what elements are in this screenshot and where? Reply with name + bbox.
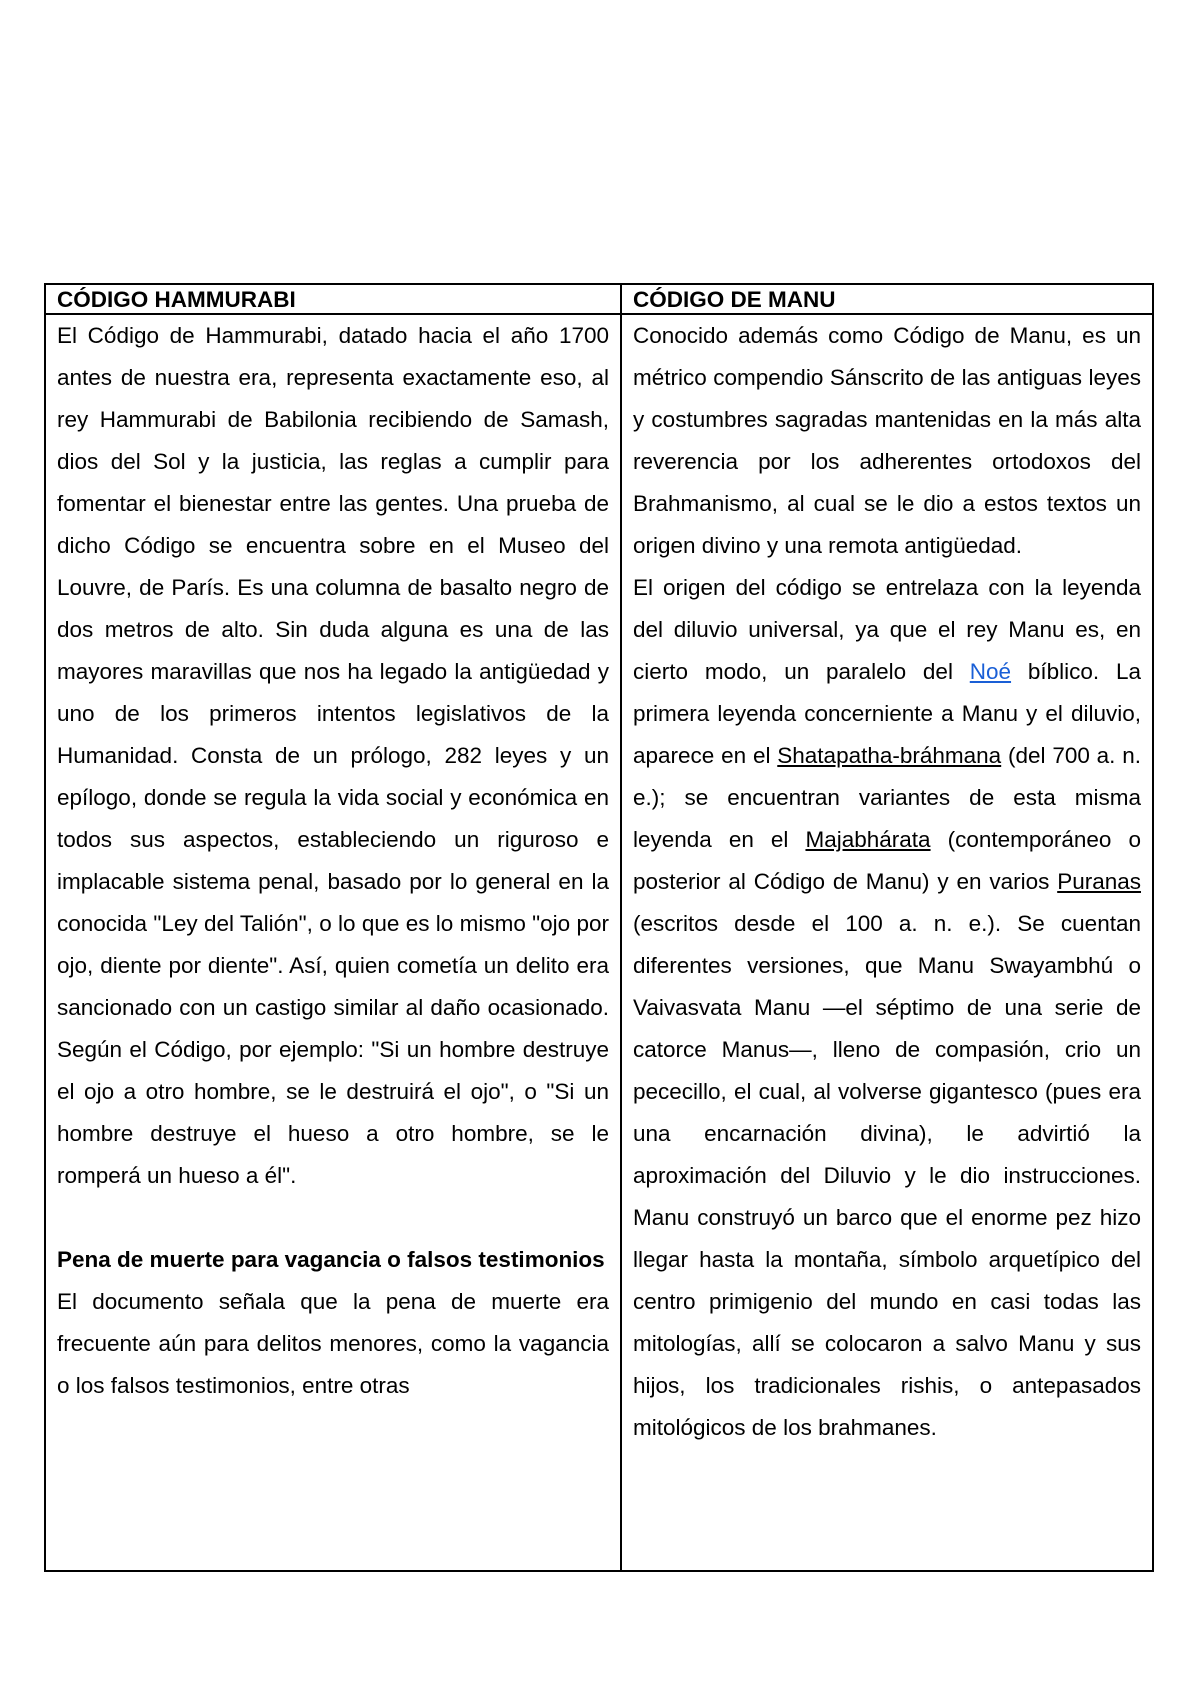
- hammurabi-paragraph-2: El documento señala que la pena de muerte era frecuente aún para delitos menores, como la vagancia o los falsos testimonios, entre otras: [57, 1289, 609, 1398]
- hammurabi-subheading: Pena de muerte para vagancia o falsos testimonios: [57, 1247, 605, 1272]
- manu-text-d: (contemporáneo o posterior al Código de Manu) y en varios: [633, 827, 1141, 894]
- manu-paragraph-1: Conocido además como Código de Manu, es un métrico compendio Sánscrito de las antiguas leyes y costumbres sagradas mantenidas en la más alta reverencia por los adherentes ortodoxos del Brahmanismo, al cual se le dio a estos textos un origen divino y una remota antigüedad.: [633, 323, 1141, 558]
- shatapatha-reference[interactable]: Shatapatha-bráhmana: [777, 743, 1002, 768]
- cell-hammurabi-content: [57, 315, 609, 1570]
- table-header-row: [45, 284, 1153, 314]
- cell-hammurabi: [45, 314, 621, 1571]
- cell-manu: [621, 314, 1153, 1571]
- table-body-row: [45, 314, 1153, 1571]
- manu-text-e: (escritos desde el 100 a. n. e.). Se cuentan diferentes versiones, que Manu Swayambhú o Vaivasvata Manu —el séptimo de una serie de catorce Manus—, lleno de compasión, crio un pececillo, el cual, al volverse gigantesco (pues era una encarnación divina), le advirtió la aproximación del Diluvio y le dio instrucciones. Manu construyó un barco que el enorme pez hizo llegar hasta la montaña, símbolo arquetípico del centro primigenio del mundo en casi todas las mitologías, allí se colocaron a salvo Manu y sus hijos, los tradicionales rishis, o antepasados mitológicos de los brahmanes.: [633, 911, 1141, 1440]
- noe-link[interactable]: Noé: [969, 659, 1012, 684]
- manu-text-a: El origen del código se entrelaza con la leyenda del diluvio universal, ya que el rey Manu es, en cierto modo, un paralelo del: [633, 575, 1141, 684]
- manu-text-c: (del 700 a. n. e.); se encuentran variantes de esta misma leyenda en el: [633, 743, 1141, 852]
- paragraph-spacer: [57, 1197, 609, 1239]
- puranas-reference[interactable]: Puranas: [1057, 869, 1141, 894]
- header-manu: CÓDIGO DE MANU: [621, 284, 1153, 314]
- manu-text-b: bíblico. La primera leyenda concerniente a Manu y el diluvio, aparece en el: [633, 659, 1141, 768]
- comparison-table: [44, 283, 1154, 1572]
- majabharata-reference[interactable]: Majabhárata: [805, 827, 931, 852]
- header-hammurabi: CÓDIGO HAMMURABI: [45, 284, 621, 314]
- cell-manu-content: [633, 315, 1141, 1570]
- manu-paragraph-2: [633, 567, 1141, 1449]
- hammurabi-paragraph-1: El Código de Hammurabi, datado hacia el año 1700 antes de nuestra era, representa exactamente eso, al rey Hammurabi de Babilonia recibiendo de Samash, dios del Sol y la justicia, las reglas a cumplir para fomentar el bienestar entre las gentes. Una prueba de dicho Código se encuentra sobre en el Museo del Louvre, de París. Es una columna de basalto negro de dos metros de alto. Sin duda alguna es una de las mayores maravillas que nos ha legado la antigüedad y uno de los primeros intentos legislativos de la Humanidad. Consta de un prólogo, 282 leyes y un epílogo, donde se regula la vida social y económica en todos sus aspectos, estableciendo un riguroso e implacable sistema penal, basado por lo general en la conocida "Ley del Talión", o lo que es lo mismo "ojo por ojo, diente por diente". Así, quien cometía un delito era sancionado con un castigo similar al daño ocasionado. Según el Código, por ejemplo: "Si un hombre destruye el ojo a otro hombre, se le destruirá el ojo", o "Si un hombre destruye el hueso a otro hombre, se le romperá un hueso a él".: [57, 323, 609, 1188]
